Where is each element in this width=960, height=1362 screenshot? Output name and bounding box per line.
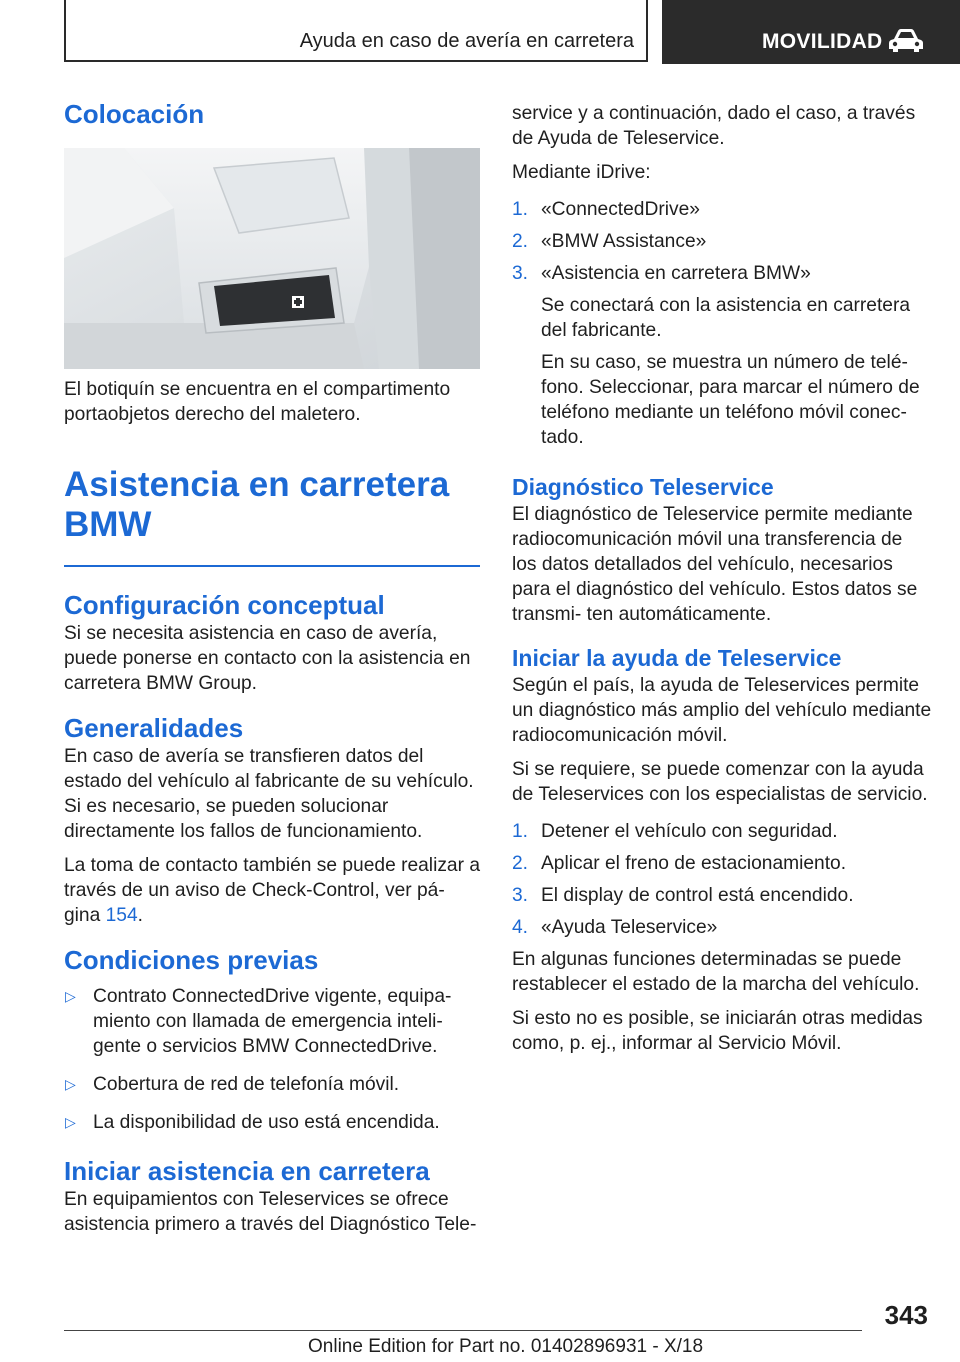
- page-number: 343: [884, 1300, 928, 1330]
- list-item: ▷ La disponibilidad de uso está encendida.: [65, 1112, 440, 1133]
- bullet-triangle-icon: ▷: [65, 988, 76, 1004]
- paragraph-ayuda-2: Si se requiere, se puede comenzar con la ayuda de Teleservices con los especialistas de servicio.: [512, 759, 928, 805]
- heading-colocacion: Colocación: [64, 99, 205, 129]
- list-item: 1. «ConnectedDrive»: [512, 199, 700, 220]
- paragraph-final-1: En algunas funciones determinadas se puede restablecer el estado de la marcha del vehículo.: [512, 949, 920, 995]
- bullet-triangle-icon: ▷: [65, 1114, 76, 1130]
- header-chapter-label: MOVILIDAD: [762, 30, 883, 53]
- teleservice-steps: [512, 819, 932, 940]
- paragraph-botiquin: El botiquín se encuentra en el compartimento portaobjetos derecho del maletero.: [64, 379, 451, 425]
- paragraph-configuracion: Si se necesita asistencia en caso de avería, puede ponerse en contacto con la asistencia en carretera BMW Group.: [64, 623, 471, 694]
- idrive-steps: [512, 197, 932, 450]
- footer-edition: Online Edition for Part no. 01402896931 - X/18: [308, 1336, 704, 1357]
- heading-iniciar-ayuda: Iniciar la ayuda de Teleservice: [512, 645, 842, 671]
- step-3-detail-1: Se conectará con la asistencia en carretera del fabricante.: [541, 295, 911, 341]
- heading-asistencia-line-1: Asistencia en carretera: [64, 465, 450, 504]
- paragraph-idrive: Mediante iDrive:: [512, 162, 651, 183]
- heading-condiciones: Condiciones previas: [64, 945, 319, 975]
- paragraph-final-2: Si esto no es posible, se iniciarán otras medidas como, p. ej., informar al Servicio Móvil.: [512, 1008, 923, 1054]
- heading-generalidades: Generalidades: [64, 713, 244, 743]
- paragraph-iniciar-asistencia: En equipamientos con Teleservices se ofrece asistencia primero a través del Diagnóstico Tele-: [64, 1189, 477, 1235]
- heading-diagnostico: Diagnóstico Teleservice: [512, 474, 774, 500]
- list-item: ▷ Contrato ConnectedDrive vigente, equipa- miento con llamada de emergencia inteli- gente o servicios BMW ConnectedDrive.: [65, 986, 452, 1057]
- paragraph-ayuda-1: Según el país, la ayuda de Teleservices permite un diagnóstico más amplio del vehículo mediante radiocomunicación móvil.: [512, 675, 932, 746]
- header-chapter-tab: [662, 0, 960, 64]
- paragraph-diagnostico: El diagnóstico de Teleservice permite mediante radiocomunicación móvil una transferencia de los datos detallados del vehículo, necesarios para el diagnóstico del vehículo. Estos datos se transmi- ten automáticamente.: [512, 504, 918, 625]
- list-item: 2. Aplicar el freno de estacionamiento.: [512, 853, 847, 874]
- list-item: ▷ Cobertura de red de telefonía móvil.: [65, 1074, 400, 1095]
- heading-iniciar-asistencia: Iniciar asistencia en carretera: [64, 1156, 430, 1186]
- header-section-box: [64, 0, 648, 62]
- header-section-title: Ayuda en caso de avería en carretera: [299, 30, 634, 52]
- bullet-triangle-icon: ▷: [65, 1076, 76, 1092]
- list-item: 2. «BMW Assistance»: [512, 231, 707, 252]
- paragraph-generalidades-2: La toma de contacto también se puede realizar a través de un aviso de Check-Control, ver pá- gina 154.: [64, 855, 480, 926]
- step-3-detail-2: En su caso, se muestra un número de telé- fono. Seleccionar, para marcar el número de teléfono mediante un teléfono móvil conec- tado.: [541, 352, 920, 448]
- paragraph-generalidades-1: En caso de avería se transfieren datos del estado del vehículo al fabricante de su vehículo. Si es necesario, se pueden solucionar directamente los fallos de funcionamiento.: [64, 746, 474, 842]
- heading-asistencia-line-2: BMW: [64, 505, 152, 544]
- car-icon: [888, 28, 924, 59]
- list-item: 3. El display de control está encendido.: [512, 885, 854, 906]
- paragraph-continuation: service y a continuación, dado el caso, a través de Ayuda de Teleservice.: [512, 103, 916, 149]
- heading-configuracion: Configuración conceptual: [64, 590, 385, 620]
- list-item: 3. «Asistencia en carretera BMW» Se conectará con la asistencia en carretera del fabricante. En su caso, se muestra un número de telé- fono. Seleccionar, para marcar el número de teléfono mediante un teléfono móvil conec- tado.: [512, 261, 932, 450]
- right-column: [512, 101, 932, 1065]
- heading-rule: [64, 565, 480, 567]
- footer-rule: [64, 1330, 862, 1331]
- first-aid-kit-photo: [64, 148, 480, 369]
- list-item: 4. «Ayuda Teleservice»: [512, 917, 718, 938]
- list-item: 1. Detener el vehículo con seguridad.: [512, 821, 838, 842]
- page-link-154[interactable]: 154: [105, 905, 138, 926]
- left-column: [64, 98, 480, 1246]
- conditions-list: [64, 984, 480, 1135]
